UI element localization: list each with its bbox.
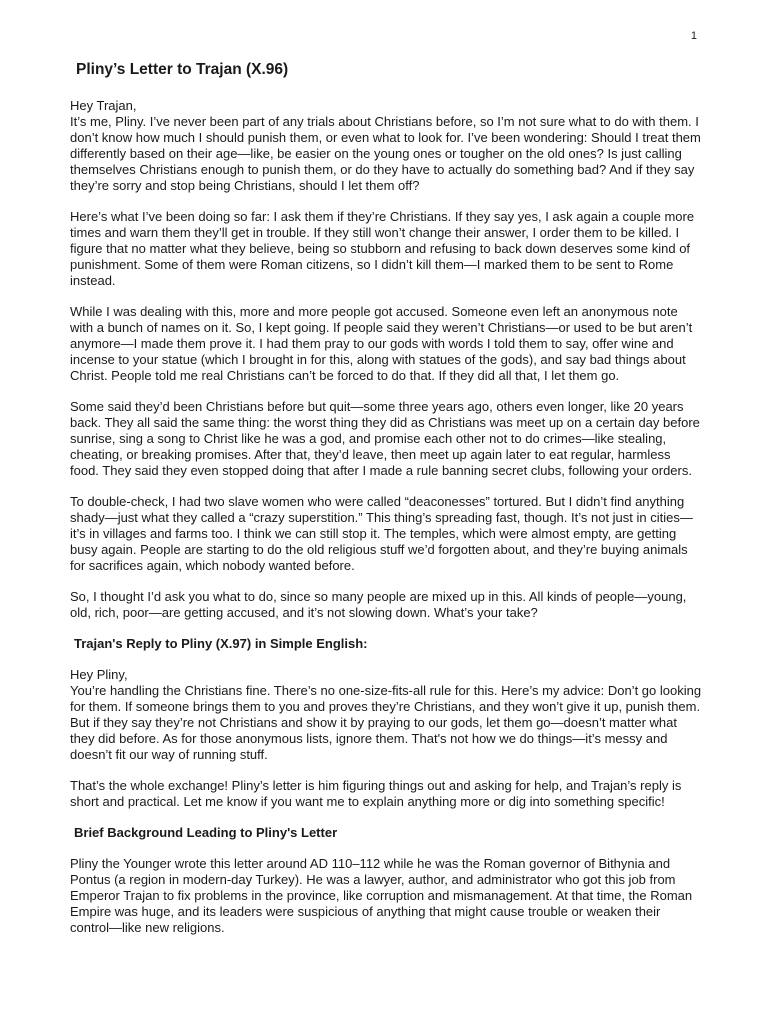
background-heading: Brief Background Leading to Pliny's Letter xyxy=(74,825,338,840)
page-number: 1 xyxy=(690,30,697,42)
letter-paragraph-2: Here’s what I’ve been doing so far: I ask them if they’re Christians. If they say yes, I ask again a couple more times and warn them they’ll get in trouble. If they still won’t change their answer, I order them to be killed. I figure that no matter what they believe, being so stubborn and refusing to back down deserves some kind of punishment. Some of them were Roman citizens, so I didn’t kill them—I marked them to be sent to Rome instead. xyxy=(70,209,695,288)
letter-paragraph-5: To double-check, I had two slave women who were called “deaconesses” tortured. But I didn’t find anything shady—just what they called a “crazy superstition.” This thing’s spreading fast, though. It’s not just in cities—it’s in villages and farms too. I think we can still stop it. The temples, which were almost empty, are getting busy again. People are starting to do the old religious stuff we’d forgotten about, and they’re buying animals for sacrifices again, which nobody wanted before. xyxy=(70,494,693,573)
letter-paragraph-6: So, I thought I’d ask you what to do, since so many people are mixed up in this. All kinds of people—young, old, rich, poor—are getting accused, and it’s not slowing down. What’s your take? xyxy=(70,589,687,620)
reply-paragraph-1: Hey Pliny, You’re handling the Christians fine. There’s no one-size-fits-all rule for this. Here’s my advice: Don’t go looking for them. If someone brings them to you and proves they’re Christians, and they won’t give it up, punish them. But if they say they’re not Christians and show it by praying to our gods, let them go—doesn’t matter what they did before. As for those anonymous lists, ignore them. That's not how we do things—it’s messy and doesn’t fit our way of running stuff. xyxy=(70,667,702,762)
reply-heading: Trajan's Reply to Pliny (X.97) in Simple English: xyxy=(74,636,368,651)
document-body xyxy=(70,60,702,951)
letter-paragraph-1: Hey Trajan, It’s me, Pliny. I’ve never been part of any trials about Christians before, so I’m not sure what to do with them. I don’t know how much I should punish them, or even what to look for. I’ve been wondering: Should I treat them differently based on their age—like, be easier on the young ones or tougher on the old ones? Is just calling themselves Christians enough to punish them, or do they have to actually do something bad? And if they say they’re sorry and stop being Christians, should I let them off? xyxy=(70,98,701,193)
reply-paragraph-2: That’s the whole exchange! Pliny’s letter is him figuring things out and asking for help, and Trajan’s reply is short and practical. Let me know if you want me to explain anything more or dig into something specific! xyxy=(70,778,682,809)
background-paragraph-1: Pliny the Younger wrote this letter around AD 110–112 while he was the Roman governor of Bithynia and Pontus (a region in modern-day Turkey). He was a lawyer, author, and administrator who got this job from Emperor Trajan to fix problems in the province, like corruption and mismanagement. At that time, the Roman Empire was huge, and its leaders were suspicious of anything that might cause trouble or weaken their control—like new religions. xyxy=(70,856,693,935)
document-title: Pliny’s Letter to Trajan (X.96) xyxy=(76,61,289,78)
letter-paragraph-3: While I was dealing with this, more and more people got accused. Someone even left an anonymous note with a bunch of names on it. So, I kept going. If people said they weren’t Christians—or used to be but aren’t anymore—I made them prove it. I had them pray to our gods with words I told them to say, offer wine and incense to your statue (which I brought in for this, along with statues of the gods), and say bad things about Christ. People told me real Christians can’t be forced to do that. If they did all that, I let them go. xyxy=(70,304,693,383)
letter-paragraph-4: Some said they’d been Christians before but quit—some three years ago, others even longer, like 20 years back. They all said the same thing: the worst thing they did as Christians was meet up on a certain day before sunrise, sing a song to Christ like he was a god, and promise each other not to do crimes—like stealing, cheating, or breaking promises. After that, they’d leave, then meet up again later to eat regular, harmless food. They said they even stopped doing that after I made a rule banning secret clubs, following your orders. xyxy=(70,399,700,478)
